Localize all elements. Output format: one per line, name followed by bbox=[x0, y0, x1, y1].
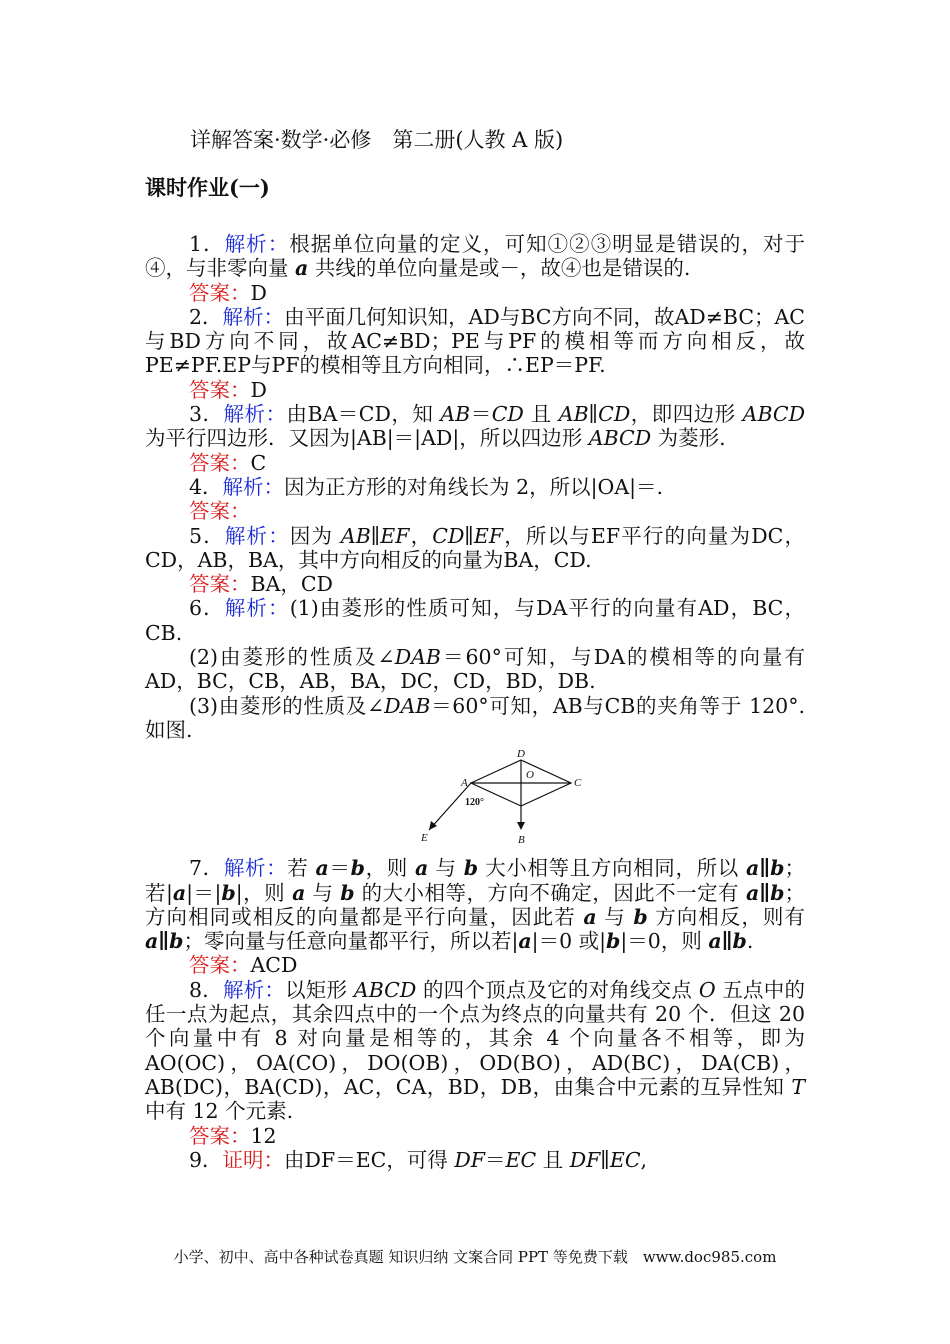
q3-answer: 答案：C bbox=[189, 450, 267, 475]
label-o: O bbox=[526, 769, 534, 782]
label-c: C bbox=[574, 777, 582, 790]
solutions bbox=[145, 232, 805, 1172]
q6-part3: (3)由菱形的性质及∠DAB＝60°可知，AB与CB的夹角等于 120°. 如图. bbox=[145, 693, 805, 742]
label-e: E bbox=[421, 832, 428, 845]
page-footer: 小学、初中、高中各种试卷真题 知识归纳 文案合同 PPT 等免费下载 www.doc985.com bbox=[173, 1248, 777, 1266]
q7-analysis: 7．解析：若 a＝b，则 a 与 b 大小相等且方向相同，所以 a∥b；若|a|＝|b|，则 a 与 b 的大小相等，方向不确定，因此不一定有 a∥b；方向相同或相反的向量都是平行向量，因此若 a 与 b 方向相反，则有 a∥b；零向量与任意向量都平行，所以若|a|＝0 或|b|＝0，则 a∥b. bbox=[145, 856, 805, 954]
label-a: A bbox=[461, 777, 468, 790]
q7-answer: 答案：ACD bbox=[189, 953, 298, 978]
label-b: B bbox=[518, 834, 525, 847]
q5-answer: 答案：BA，CD bbox=[189, 572, 333, 597]
page-header: 详解答案·数学·必修 第二册(人教 A 版) bbox=[190, 128, 564, 152]
q8-analysis: 8．解析：以矩形 ABCD 的四个顶点及它的对角线交点 O 五点中的任一点为起点，其余四点中的一个点为终点的向量共有 20 个．但这 20 个向量中有 8 对向量是相等的，其余 4 个向量各不相等，即为AO(OC)，OA(CO)，DO(OB)，OD(BO)，AD(BC)，DA(CB)，AB(DC)，BA(CD)，AC，CA，BD，DB，由集合中元素的互异性知 T 中有 12 个元素. bbox=[145, 977, 805, 1124]
rhombus-figure bbox=[415, 748, 595, 848]
q1-answer: 答案：D bbox=[189, 280, 267, 305]
q2-answer: 答案：D bbox=[189, 377, 267, 402]
q4-answer: 答案： bbox=[189, 499, 251, 524]
angle-label: 120° bbox=[465, 797, 484, 809]
arrow-b-head bbox=[517, 822, 525, 830]
q1-analysis: 1．解析：根据单位向量的定义，可知①②③明显是错误的，对于④，与非零向量 a 共线的单位向量是或－，故④也是错误的. bbox=[145, 232, 806, 281]
q2-analysis: 2．解析：由平面几何知识知，AD与BC方向不同，故AD≠BC；AC与BD方向不同，故AC≠BD；PE与PF的模相等而方向相反，故PE≠PF.EP与PF的模相等且方向相同，∴EP＝PF. bbox=[145, 304, 805, 378]
q6-part2: (2)由菱形的性质及∠DAB＝60°可知，与DA的模相等的向量有AD，BC，CB，AB，BA，DC，CD，BD，DB. bbox=[145, 645, 806, 694]
q9-proof: 9．证明：由DF＝EC，可得 DF＝EC 且 DF∥EC, bbox=[189, 1147, 648, 1172]
section-title: 课时作业(一) bbox=[145, 175, 270, 200]
q5-analysis: 5．解析：因为 AB∥EF，CD∥EF，所以与EF平行的向量为DC，CD，AB，BA，其中方向相反的向量为BA，CD. bbox=[145, 523, 806, 572]
q4-analysis: 4．解析：因为正方形的对角线长为 2，所以|OA|＝. bbox=[189, 474, 664, 499]
q6-analysis: 6．解析：(1)由菱形的性质可知，与DA平行的向量有AD，BC，CB. bbox=[145, 596, 805, 645]
q8-answer: 答案：12 bbox=[189, 1123, 277, 1148]
label-d: D bbox=[517, 748, 525, 761]
q3-analysis: 3．解析：由BA＝CD，知 AB＝CD 且 AB∥CD，即四边形 ABCD 为平行四边形．又因为|AB|＝|AD|，所以四边形 ABCD 为菱形. bbox=[145, 402, 806, 451]
